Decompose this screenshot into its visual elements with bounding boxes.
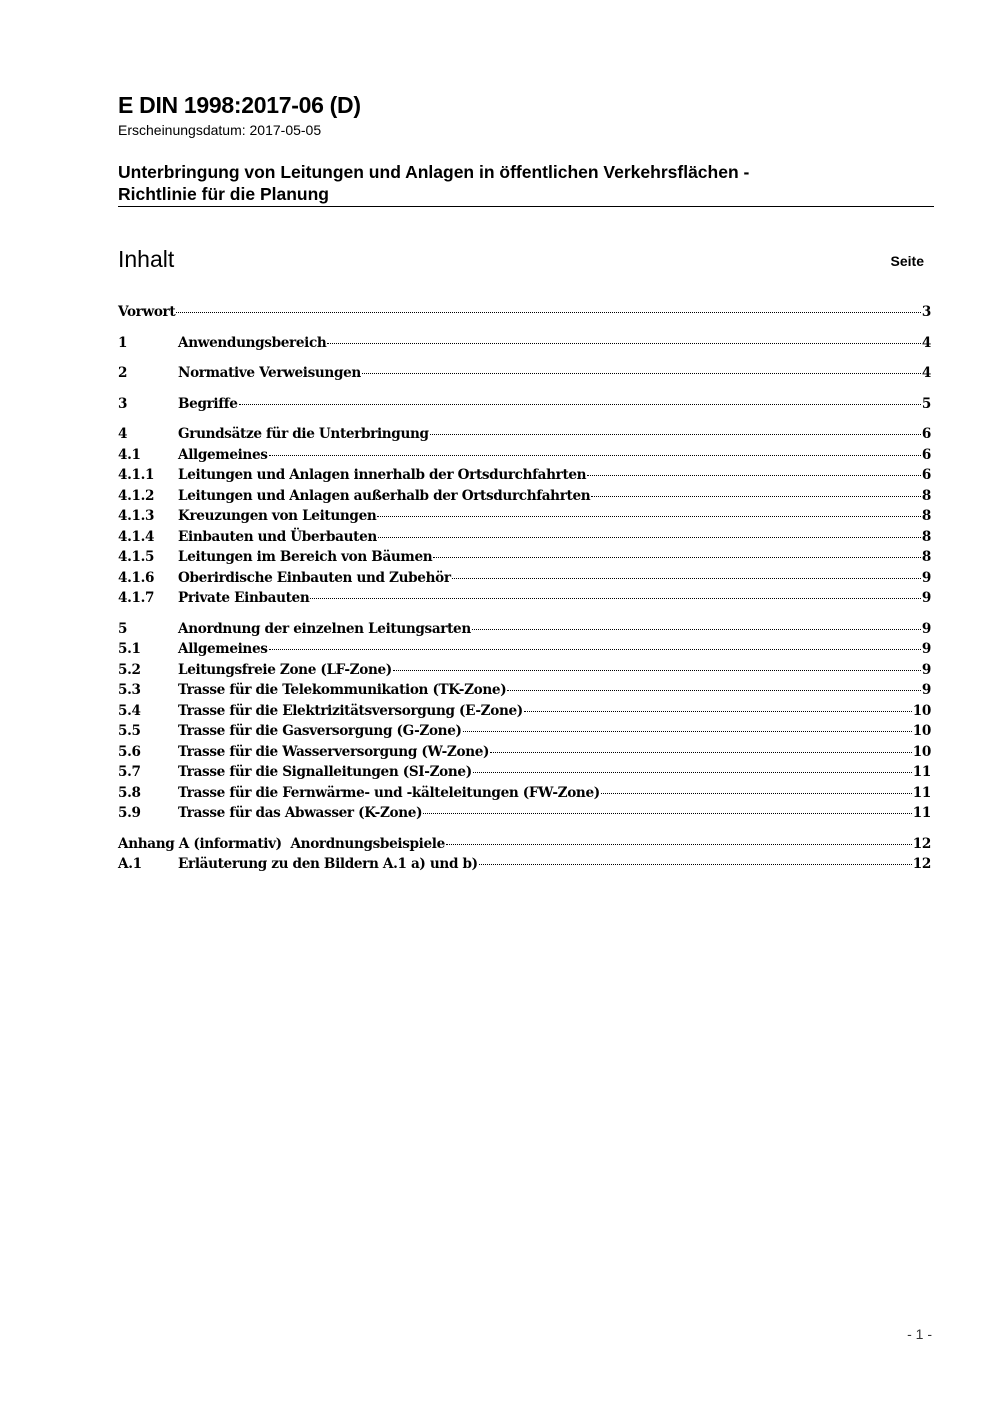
toc-entry-number: 5 bbox=[118, 620, 128, 637]
toc-dot-leader bbox=[452, 578, 921, 579]
toc-entry-page: 8 bbox=[921, 528, 931, 545]
toc-entry-page: 9 bbox=[921, 590, 931, 606]
toc-dot-leader bbox=[507, 690, 921, 691]
toc-dot-leader bbox=[176, 312, 921, 313]
toc-entry-title: Vorwort bbox=[118, 304, 176, 320]
toc-entry[interactable] bbox=[118, 302, 931, 323]
toc-entry-number: 4.1.4 bbox=[118, 528, 155, 545]
toc-entry-page: 9 bbox=[921, 682, 931, 698]
toc-entry[interactable] bbox=[118, 854, 931, 875]
toc-entry-page: 3 bbox=[921, 304, 931, 320]
toc-entry[interactable] bbox=[118, 783, 931, 804]
toc-entry[interactable] bbox=[118, 547, 931, 568]
toc-dot-leader bbox=[433, 557, 921, 558]
toc-entry-page: 9 bbox=[921, 569, 931, 586]
toc-entry-title: Anhang A (informativ) Anordnungsbeispiele bbox=[118, 835, 445, 852]
toc-entry[interactable] bbox=[118, 506, 931, 527]
toc-entry-number: 5.1 bbox=[118, 641, 141, 657]
toc-entry-number: 4.1.5 bbox=[118, 549, 155, 565]
toc-entry[interactable] bbox=[118, 680, 931, 701]
toc-entry-page: 10 bbox=[912, 702, 931, 719]
toc-entry-title: Trasse für die Elektrizitätsversorgung (E-Zone) bbox=[178, 702, 523, 719]
toc-entry-number: 4.1.7 bbox=[118, 590, 155, 606]
toc-entry-page: 4 bbox=[921, 365, 931, 381]
toc-entry-title: Normative Verweisungen bbox=[178, 365, 361, 381]
toc-entry-page: 11 bbox=[912, 784, 931, 801]
toc-entry[interactable] bbox=[118, 660, 931, 681]
toc-entry-page: 9 bbox=[921, 641, 931, 657]
toc-entry-title: Begriffe bbox=[178, 395, 238, 412]
toc-entry-number: 5.8 bbox=[118, 784, 141, 801]
toc-dot-leader bbox=[362, 373, 921, 374]
toc-page-column-label: Seite bbox=[890, 253, 924, 269]
toc-entry-number: 4 bbox=[118, 426, 128, 442]
toc-entry-title: Trasse für die Wasserversorgung (W-Zone) bbox=[178, 743, 490, 760]
toc-dot-leader bbox=[423, 813, 912, 814]
toc-entry[interactable] bbox=[118, 486, 931, 507]
toc-entry-number: 4.1.1 bbox=[118, 467, 155, 483]
toc-entry-page: 11 bbox=[912, 764, 931, 780]
toc-entry-number: 3 bbox=[118, 395, 128, 412]
document-title: E DIN 1998:2017-06 (D) bbox=[118, 92, 361, 118]
toc-entry-title: Trasse für das Abwasser (K-Zone) bbox=[178, 805, 423, 821]
toc-entry-page: 12 bbox=[912, 856, 931, 872]
toc-entry[interactable] bbox=[118, 568, 931, 589]
toc-entry-page: 4 bbox=[921, 334, 931, 351]
toc-entry[interactable] bbox=[118, 639, 931, 660]
toc-entry[interactable] bbox=[118, 834, 931, 855]
toc-dot-leader bbox=[239, 404, 921, 405]
toc-dot-leader bbox=[446, 844, 912, 845]
toc-entry-page: 5 bbox=[921, 395, 931, 412]
toc-dot-leader bbox=[310, 598, 921, 599]
toc-entry-title: Kreuzungen von Leitungen bbox=[178, 508, 377, 524]
toc-entry-number: 1 bbox=[118, 334, 128, 351]
toc-entry-page: 10 bbox=[912, 743, 931, 760]
toc-entry-title: Allgemeines bbox=[178, 641, 268, 657]
toc-entry-page: 8 bbox=[921, 508, 931, 524]
toc-dot-leader bbox=[472, 629, 921, 630]
toc-entry-page: 11 bbox=[912, 805, 931, 821]
toc-entry-page: 8 bbox=[921, 549, 931, 565]
toc-entry[interactable] bbox=[118, 527, 931, 548]
toc-entry[interactable] bbox=[118, 363, 931, 384]
toc-entry-page: 9 bbox=[921, 661, 931, 678]
toc-entry-number: 5.7 bbox=[118, 764, 141, 780]
toc-entry[interactable] bbox=[118, 424, 931, 445]
toc-dot-leader bbox=[327, 343, 920, 344]
toc-entry[interactable] bbox=[118, 742, 931, 763]
toc-entry-number: 4.1.6 bbox=[118, 569, 155, 586]
toc-dot-leader bbox=[479, 864, 912, 865]
toc-entry-number: 4.1.3 bbox=[118, 508, 155, 524]
toc-entry-page: 6 bbox=[921, 467, 931, 483]
toc-entry-number: 4.1.2 bbox=[118, 487, 155, 504]
toc-entry-title: Einbauten und Überbauten bbox=[178, 528, 377, 545]
toc-entry-page: 10 bbox=[912, 723, 931, 739]
toc-entry-title: Oberirdische Einbauten und Zubehör bbox=[178, 569, 451, 586]
document-subtitle-line-2: Richtlinie für die Planung bbox=[118, 184, 329, 204]
toc-entry-number: 5.9 bbox=[118, 805, 141, 821]
toc-dot-leader bbox=[269, 649, 921, 650]
toc-dot-leader bbox=[378, 537, 921, 538]
toc-dot-leader bbox=[269, 455, 921, 456]
toc-dot-leader bbox=[430, 434, 921, 435]
toc-entry-title: Leitungen im Bereich von Bäumen bbox=[178, 549, 433, 565]
toc-entry[interactable] bbox=[118, 445, 931, 466]
toc-entry[interactable] bbox=[118, 803, 931, 824]
toc-entry[interactable] bbox=[118, 619, 931, 640]
toc-entry-number: A.1 bbox=[118, 856, 142, 872]
toc-entry-page: 6 bbox=[921, 446, 931, 463]
toc-dot-leader bbox=[393, 670, 921, 671]
toc-entry-title: Leitungsfreie Zone (LF-Zone) bbox=[178, 661, 392, 678]
toc-dot-leader bbox=[473, 772, 912, 773]
toc-entry-title: Private Einbauten bbox=[178, 590, 310, 606]
toc-entry-number: 5.4 bbox=[118, 702, 141, 719]
toc-entry-page: 9 bbox=[921, 620, 931, 637]
toc-entry-number: 4.1 bbox=[118, 446, 141, 463]
toc-entry-title: Allgemeines bbox=[178, 446, 268, 463]
toc-dot-leader bbox=[524, 711, 912, 712]
toc-entry-title: Anordnung der einzelnen Leitungsarten bbox=[178, 620, 471, 637]
toc-entry-title: Trasse für die Signalleitungen (SI-Zone) bbox=[178, 764, 472, 780]
toc-entry-number: 5.2 bbox=[118, 661, 141, 678]
toc-entry-title: Trasse für die Fernwärme- und -kälteleitungen (FW-Zone) bbox=[178, 784, 600, 801]
toc-entry[interactable] bbox=[118, 333, 931, 354]
toc-entry[interactable] bbox=[118, 701, 931, 722]
toc-entry-title: Leitungen und Anlagen außerhalb der Ortsdurchfahrten bbox=[178, 487, 591, 504]
table-of-contents bbox=[118, 302, 931, 875]
toc-entry-title: Erläuterung zu den Bildern A.1 a) und b) bbox=[178, 856, 478, 872]
toc-entry-page: 8 bbox=[921, 487, 931, 504]
toc-entry-title: Leitungen und Anlagen innerhalb der Ortsdurchfahrten bbox=[178, 467, 587, 483]
toc-entry[interactable] bbox=[118, 465, 931, 486]
toc-entry-title: Anwendungsbereich bbox=[178, 334, 327, 351]
toc-heading: Inhalt bbox=[118, 246, 175, 272]
toc-entry-title: Trasse für die Telekommunikation (TK-Zone) bbox=[178, 682, 507, 698]
toc-entry-title: Grundsätze für die Unterbringung bbox=[178, 426, 429, 442]
toc-entry-number: 5.5 bbox=[118, 723, 141, 739]
toc-entry-number: 5.6 bbox=[118, 743, 141, 760]
toc-dot-leader bbox=[463, 731, 912, 732]
document-subtitle-line-1: Unterbringung von Leitungen und Anlagen in öffentlichen Verkehrsflächen - bbox=[118, 162, 750, 182]
publication-date: Erscheinungsdatum: 2017-05-05 bbox=[118, 122, 322, 138]
toc-entry[interactable] bbox=[118, 721, 931, 742]
toc-entry[interactable] bbox=[118, 394, 931, 415]
document-subtitle bbox=[118, 161, 918, 205]
toc-entry-number: 5.3 bbox=[118, 682, 141, 698]
toc-dot-leader bbox=[587, 475, 921, 476]
toc-dot-leader bbox=[377, 516, 920, 517]
toc-dot-leader bbox=[591, 496, 921, 497]
toc-entry[interactable] bbox=[118, 588, 931, 609]
page-number: - 1 - bbox=[907, 1326, 932, 1342]
toc-entry-title: Trasse für die Gasversorgung (G-Zone) bbox=[178, 723, 462, 739]
toc-entry[interactable] bbox=[118, 762, 931, 783]
title-divider bbox=[118, 206, 934, 207]
toc-dot-leader bbox=[601, 793, 912, 794]
toc-dot-leader bbox=[490, 752, 912, 753]
toc-entry-page: 12 bbox=[912, 835, 931, 852]
toc-entry-page: 6 bbox=[921, 426, 931, 442]
toc-entry-number: 2 bbox=[118, 365, 128, 381]
